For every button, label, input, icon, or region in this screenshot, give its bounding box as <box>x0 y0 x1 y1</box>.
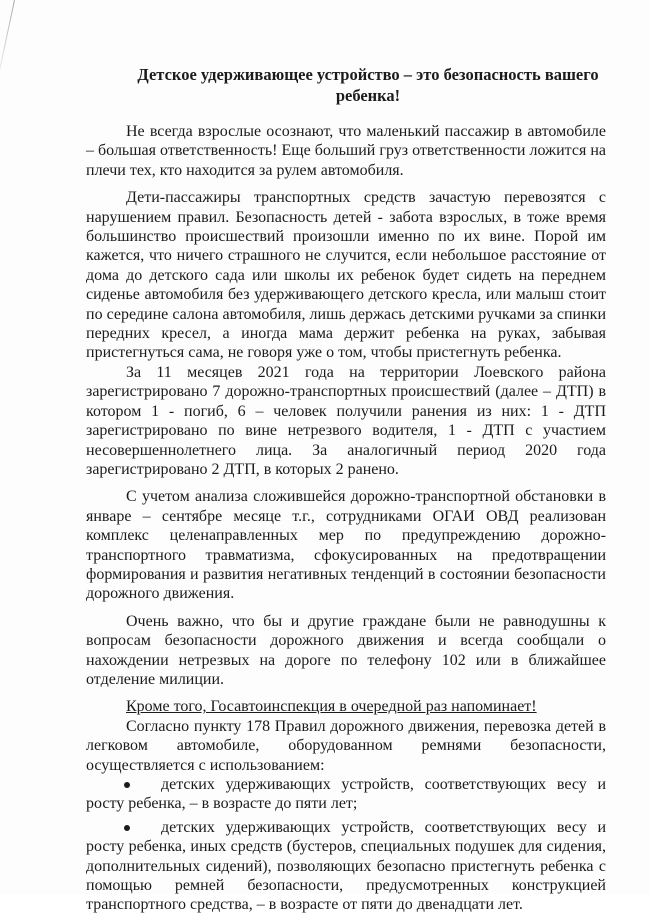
document-body <box>86 122 606 915</box>
bullet-dot-icon <box>124 782 130 788</box>
scan-edge-mark <box>0 0 15 88</box>
paragraph-statistics: За 11 месяцев 2021 года на территории Лоевского района зарегистрировано 7 дорожно-транспортных происшествий (далее – ДТП) в котором 1 - погиб, 6 – человек получили ранения из них: 1 - ДТП зарегистрировано по вине нетрезвого водителя, 1 - ДТП с участием несовершеннолетнего лица. За аналогичный период 2020 года зарегистрировано 2 ДТП, в которых 2 ранено. <box>86 363 606 478</box>
bullet-text: детских удерживающих устройств, соответствующих весу и росту ребенка, – в возрасте до пяти лет; <box>86 776 606 813</box>
paragraph-measures: С учетом анализа сложившейся дорожно-транспортной обстановки в январе – сентябре месяце т.г., сотрудниками ОГАИ ОВД реализован комплекс целенаправленных мер по предупреждению дорожно-транспортного травматизма, сфокусированных на предотвращении формирования и развития негативных тенденций в состоянии безопасности дорожного движения. <box>86 488 606 603</box>
paragraph-citizens: Очень важно, что бы и другие граждане были не равнодушны к вопросам безопасности дорожного движения и всегда сообщали о нахождении нетрезвых на дороге по телефону 102 или в ближайшее отделение милиции. <box>86 612 606 688</box>
bullet-text: детских удерживающих устройств, соответствующих весу и росту ребенка, иных средств (бустеров, специальных подушек для сидения, дополнительных сидений), позволяющих безопасно пристегнуть ребенка с помощью ремней безопасности, предусмотренных конструкцией транспортного средства, – в возрасте от пяти до двенадцати лет. <box>86 818 606 914</box>
paragraph-rule-intro: Согласно пункту 178 Правил дорожного движения, перевозка детей в легковом автомобиле, оборудованном ремнями безопасности, осуществляется с использованием: <box>86 717 606 774</box>
bullet-dot-icon <box>124 825 130 831</box>
bullet-item-under-five <box>86 775 606 814</box>
reminder-line <box>86 697 606 716</box>
document-title: Детское удерживающее устройство – это безопасность вашего ребенка! <box>137 65 599 105</box>
paragraph-violations: Дети-пассажиры транспортных средств зачастую перевозятся с нарушением правил. Безопасность детей - забота взрослых, в тоже время большинство происшествий произошли именно по их вине. Порой им кажется, что ничего страшного не случится, если небольшое расстояние от дома до детского сада или школы их ребенок будет сидеть на переднем сиденье автомобиля без удерживающего детского кресла, или малыш стоит по середине салона автомобиля, лишь держась детскими ручками за спинки передних кресел, а иногда мама держит ребенка на руках, забывая пристегнуться сама, не говоря уже о том, чтобы пристегнуть ребенка. <box>86 189 606 362</box>
paragraph-responsibility: Не всегда взрослые осознают, что маленький пассажир в автомобиле – большая ответственность! Еще больший груз ответственности ложится на плечи тех, кто находится за рулем автомобиля. <box>86 123 606 179</box>
reminder-text: Кроме того, Госавтоинспекция в очередной раз напоминает! <box>126 698 537 716</box>
bullet-item-five-to-twelve <box>86 818 606 915</box>
